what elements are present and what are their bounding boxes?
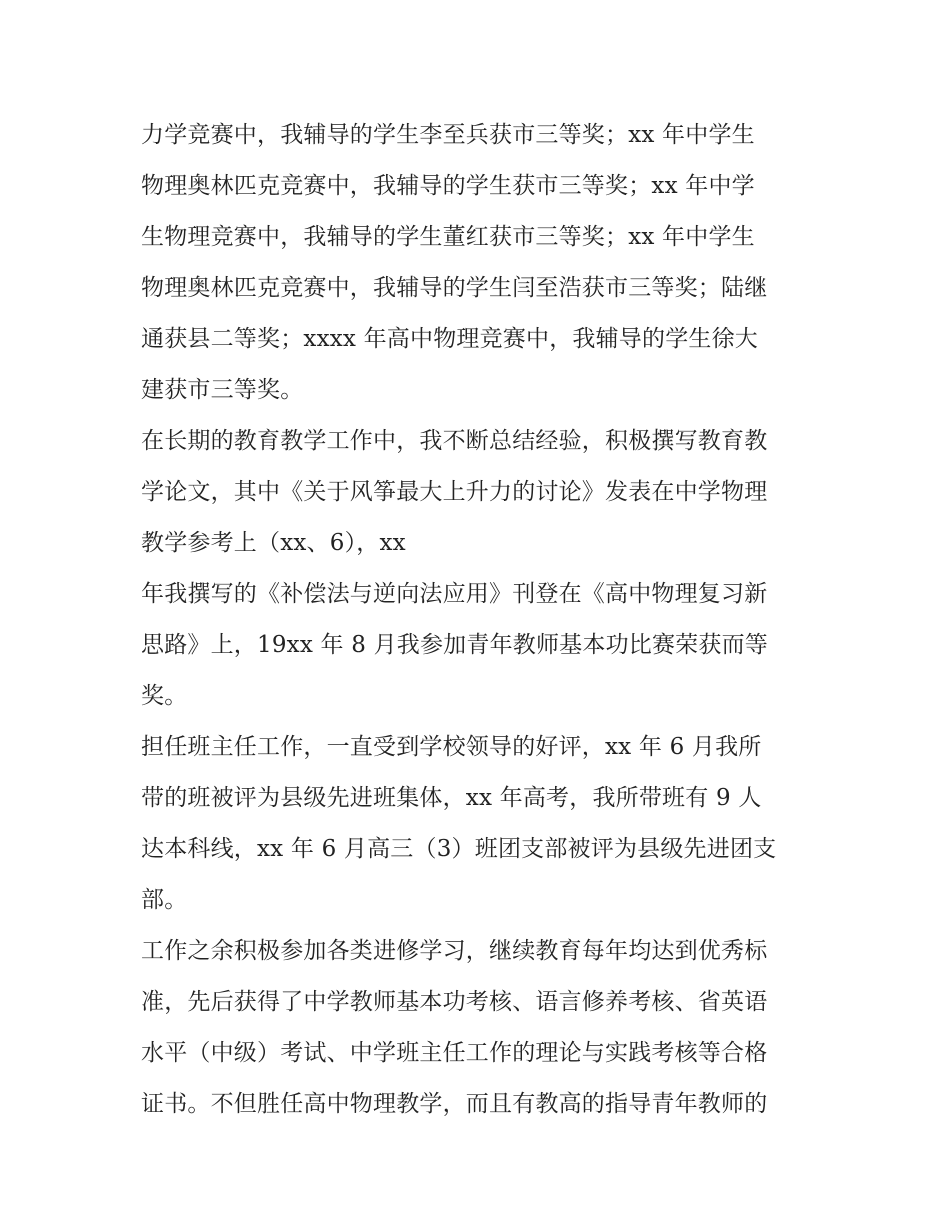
text-line: 建获市三等奖。: [141, 377, 304, 403]
text-line: 通获县二等奖；xxxx 年高中物理竞赛中，我辅导的学生徐大: [141, 326, 758, 352]
text-line: 生物理竞赛中，我辅导的学生董红获市三等奖；xx 年中学生: [141, 224, 755, 250]
paragraph-papers-published: [141, 416, 821, 722]
paragraph-further-study: [141, 926, 821, 1130]
text-line: 物理奥林匹克竞赛中，我辅导的学生获市三等奖；xx 年中学: [141, 173, 755, 199]
text-line: 水平（中级）考试、中学班主任工作的理论与实践考核等合格: [141, 1040, 768, 1066]
paragraph-class-teacher-work: [141, 722, 821, 926]
text-line: 工作之余积极参加各类进修学习，继续教育每年均达到优秀标: [141, 938, 768, 964]
text-line: 力学竞赛中，我辅导的学生李至兵获市三等奖；xx 年中学生: [141, 122, 755, 148]
text-line: 证书。不但胜任高中物理教学，而且有教高的指导青年教师的: [141, 1091, 768, 1117]
text-line: 在长期的教育教学工作中，我不断总结经验，积极撰写教育教: [141, 428, 768, 454]
text-line: 带的班被评为县级先进班集体，xx 年高考，我所带班有 9 人: [141, 785, 762, 811]
text-line: 物理奥林匹克竞赛中，我辅导的学生闫至浩获市三等奖；陆继: [141, 275, 768, 301]
text-line: 年我撰写的《补偿法与逆向法应用》刊登在《高中物理复习新: [141, 581, 768, 607]
text-line: 达本科线，xx 年 6 月高三（3）班团支部被评为县级先进团支: [141, 836, 777, 862]
text-line: 部。: [141, 887, 188, 913]
text-line: 学论文，其中《关于风筝最大上升力的讨论》发表在中学物理: [141, 479, 768, 505]
text-line: 思路》上，19xx 年 8 月我参加青年教师基本功比赛荣获而等: [141, 632, 768, 658]
paragraph-competition-awards: [141, 110, 821, 416]
text-line: 担任班主任工作，一直受到学校领导的好评，xx 年 6 月我所: [141, 734, 762, 760]
text-line: 奖。: [141, 683, 188, 709]
text-line: 教学参考上（xx、6），xx: [141, 530, 406, 556]
document-body: [141, 110, 821, 1130]
text-line: 准，先后获得了中学教师基本功考核、语言修养考核、省英语: [141, 989, 768, 1015]
